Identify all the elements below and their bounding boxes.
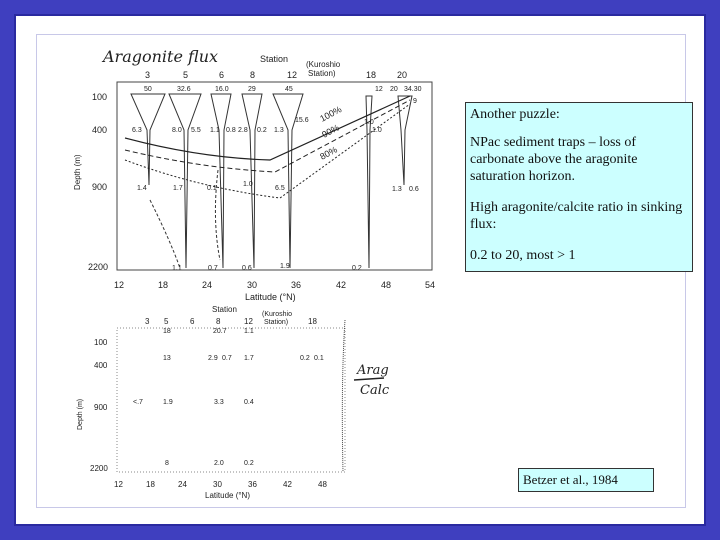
depth-tick: 400: [92, 125, 108, 135]
flux-profile: [131, 94, 165, 185]
handwritten-calc: Calc: [360, 383, 390, 398]
puzzle-paragraph-2: High aragonite/calcite ratio in sinking flux:: [470, 200, 683, 232]
handwritten-ratio-bar: [354, 378, 384, 380]
kuroshio-label-1: (Kuroshio: [306, 60, 341, 69]
depth-axis-label: Depth (m): [73, 154, 82, 190]
kuroshio-label-1: (Kuroshio: [262, 311, 292, 318]
arag-calc-ratio-figure: [77, 305, 390, 500]
lat-tick: 36: [291, 280, 302, 290]
flux-value: 1.4: [137, 185, 147, 192]
flux-value: 1.0: [372, 127, 382, 134]
lat-tick: 54: [425, 280, 436, 290]
station-label: 8: [216, 317, 221, 326]
station-header: Station: [260, 54, 289, 64]
lat-tick: 24: [202, 280, 213, 290]
station-label: 3: [145, 70, 151, 80]
lat-tick: 48: [381, 280, 392, 290]
depth-tick: 2200: [88, 262, 109, 272]
lat-tick: 24: [178, 480, 187, 489]
plot-frame: [117, 328, 345, 472]
station-label: 5: [164, 317, 169, 326]
flux-value: 1.0: [364, 119, 374, 126]
kuroshio-label-2: Station): [264, 319, 289, 326]
flux-value: 5.5: [191, 127, 201, 134]
lat-tick: 30: [247, 280, 258, 290]
flux-value: 1.3: [274, 127, 284, 134]
depth-tick: 400: [94, 361, 108, 370]
lat-tick: 42: [283, 480, 292, 489]
ratio-value: 20.7: [213, 328, 227, 335]
handwritten-title: Aragonite flux: [103, 47, 219, 66]
flux-value: 9: [413, 98, 417, 105]
flux-value: 0.2: [257, 127, 267, 134]
ratio-value: 1.9: [163, 399, 173, 406]
ratio-value: 2.9: [208, 355, 218, 362]
ratio-value: 13: [163, 355, 171, 362]
flux-value: 0.7: [208, 265, 218, 272]
station-label: 20: [397, 70, 408, 80]
flux-value: 29: [248, 86, 256, 93]
saturation-label: 90%: [320, 122, 341, 140]
flux-value: 2.8: [238, 127, 248, 134]
ratio-value: 1.1: [244, 328, 254, 335]
flux-value: 1.7: [173, 185, 183, 192]
lat-axis-label: Latitude (°N): [205, 491, 250, 500]
flux-value: 0.6: [242, 265, 252, 272]
lat-tick: 12: [114, 280, 125, 290]
ratio-value: <.7: [133, 399, 143, 406]
lat-tick: 18: [146, 480, 155, 489]
kuroshio-label-2: Station): [308, 69, 336, 78]
flux-value: 0.2: [352, 265, 362, 272]
station-header: Station: [212, 305, 237, 314]
lat-tick: 30: [213, 480, 222, 489]
depth-tick: 100: [94, 338, 108, 347]
ratio-value: 1.7: [244, 355, 254, 362]
flux-value: 0.6: [409, 186, 419, 193]
ratio-value: 18: [163, 328, 171, 335]
station-label: 18: [366, 70, 377, 80]
lat-tick: 12: [114, 480, 123, 489]
flux-value: 12: [375, 86, 383, 93]
flux-value: 50: [144, 86, 152, 93]
flux-value: 0.8: [226, 127, 236, 134]
puzzle-paragraph-1: NPac sediment traps – loss of carbonate above the aragonite saturation horizon.: [470, 135, 638, 184]
station-label: 6: [219, 70, 225, 80]
flux-profile: [169, 94, 201, 268]
flux-value: 1.9: [280, 263, 290, 270]
saturation-label: 80%: [318, 144, 339, 162]
station-label: 8: [250, 70, 256, 80]
lat-axis-label: Latitude (°N): [245, 292, 296, 302]
flux-value: 45: [285, 86, 293, 93]
flux-value: 1.1: [210, 127, 220, 134]
station-label: 5: [183, 70, 189, 80]
ratio-value: 0.2: [300, 355, 310, 362]
flux-value: 1.3: [392, 186, 402, 193]
station-label: 18: [308, 317, 317, 326]
lat-tick: 36: [248, 480, 257, 489]
puzzle-title: Another puzzle:: [470, 107, 560, 122]
depth-axis-label: Depth (m): [77, 398, 84, 430]
flux-value: 20: [390, 86, 398, 93]
flux-value: 8.0: [172, 127, 182, 134]
station-label: 12: [287, 70, 298, 80]
handwritten-arag: Arag: [357, 363, 389, 378]
puzzle-text-box: [465, 102, 693, 272]
ratio-value: 0.7: [222, 355, 232, 362]
flux-value: 1.0: [243, 181, 253, 188]
depth-tick: 900: [92, 182, 108, 192]
citation-box: Betzer et al., 1984: [518, 468, 654, 492]
depth-tick: 100: [92, 92, 108, 102]
ratio-value: 0.4: [244, 399, 254, 406]
flux-value: 32.6: [177, 86, 191, 93]
saturation-label: 100%: [318, 104, 344, 124]
flux-value: 1.1: [172, 265, 182, 272]
flux-value: 34.30: [404, 86, 422, 93]
ratio-value: 8: [165, 460, 169, 467]
lat-tick: 48: [318, 480, 327, 489]
flux-value: 6.5: [275, 185, 285, 192]
station-label: 12: [244, 317, 253, 326]
ratio-value: 3.3: [214, 399, 224, 406]
flux-profile: [211, 94, 231, 268]
flux-value: 0.1: [207, 185, 217, 192]
plot-frame: [117, 82, 432, 270]
station-label: 6: [190, 317, 195, 326]
ratio-value: 2.0: [214, 460, 224, 467]
flux-value: 16.0: [215, 86, 229, 93]
flux-profile: [398, 96, 412, 185]
lat-tick: 18: [158, 280, 169, 290]
aragonite-curve: [215, 170, 220, 260]
flux-value: 15.6: [295, 117, 309, 124]
aragonite-curve: [150, 200, 180, 268]
depth-tick: 900: [94, 403, 108, 412]
ratio-value: 0.1: [314, 355, 324, 362]
flux-value: 6.3: [132, 127, 142, 134]
station-label: 3: [145, 317, 150, 326]
ratio-value: 0.2: [244, 460, 254, 467]
lat-tick: 42: [336, 280, 347, 290]
right-edge-line: [342, 320, 345, 472]
depth-tick: 2200: [90, 464, 108, 473]
puzzle-paragraph-3: 0.2 to 20, most > 1: [470, 248, 576, 263]
